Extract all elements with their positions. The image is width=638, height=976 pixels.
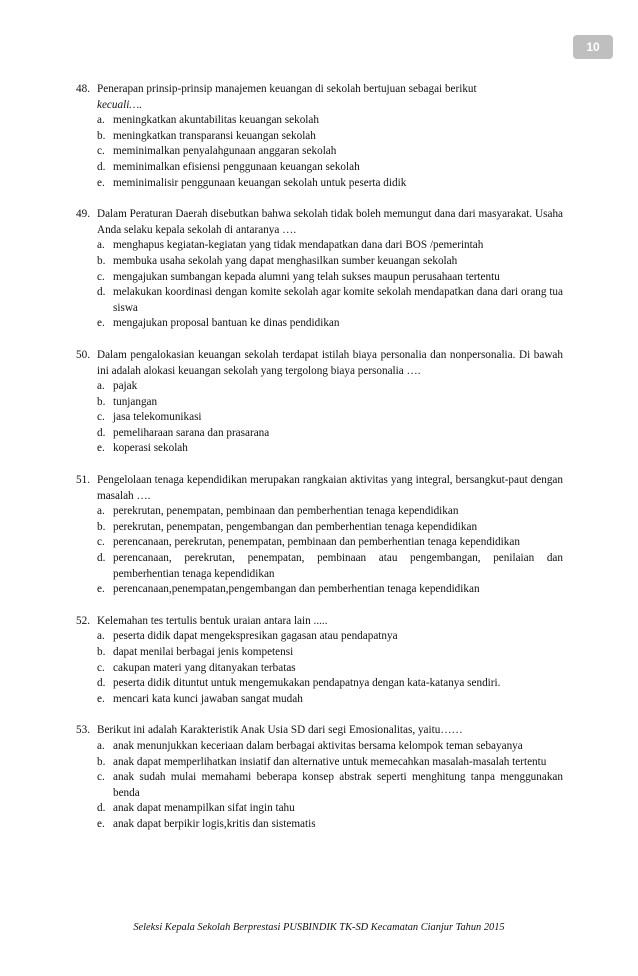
answer-option: a. anak menunjukkan keceriaan dalam berbagai aktivitas bersama kelompok teman sebayanya xyxy=(97,739,523,752)
question-list xyxy=(76,82,563,849)
question-53 xyxy=(76,723,563,832)
answer-option: b. dapat menilai berbagai jenis kompetensi xyxy=(97,646,294,658)
answer-option: a. meningkatkan akuntabilitas keuangan sekolah xyxy=(97,114,319,127)
answer-option: e. mencari kata kunci jawaban sangat mudah xyxy=(97,692,303,705)
answer-option: d. anak dapat menampilkan sifat ingin tahu xyxy=(97,802,295,815)
question-text: Kelemahan tes tertulis bentuk uraian antara lain ..... xyxy=(97,614,328,627)
question-number: 52. xyxy=(76,614,90,627)
answer-option: d. pemeliharaan sarana dan prasarana xyxy=(97,426,270,439)
answer-option: c. mengajukan sumbangan kepada alumni yang telah sukses maupun perusahaan tertentu xyxy=(97,270,500,283)
answer-option: b. perekrutan, penempatan, pengembangan dan pemberhentian tenaga kependidikan xyxy=(97,520,478,533)
question-text: Penerapan prinsip-prinsip manajemen keuangan di sekolah bertujuan sebagai berikut kecuali…. xyxy=(97,83,477,111)
answer-option: e. koperasi sekolah xyxy=(97,442,188,455)
answer-option: e. perencanaan,penempatan,pengembangan dan pemberhentian tenaga kependidikan xyxy=(97,583,480,596)
answer-option: d. melakukan koordinasi dengan komite sekolah agar komite sekolah mendapatkan dana dari orang tua siswa xyxy=(97,286,563,314)
question-text: Berikut ini adalah Karakteristik Anak Usia SD dari segi Emosionalitas, yaitu…… xyxy=(97,724,463,737)
page-footer: Seleksi Kepala Sekolah Berprestasi PUSBINDIK TK-SD Kecamatan Cianjur Tahun 2015 xyxy=(133,922,505,933)
question-number: 48. xyxy=(76,83,90,95)
answer-option: e. meminimalisir penggunaan keuangan sekolah untuk peserta didik xyxy=(97,176,407,189)
answer-option: a. perekrutan, penempatan, pembinaan dan pemberhentian tenaga kependidikan xyxy=(97,505,459,518)
answer-option: e. mengajukan proposal bantuan ke dinas pendidikan xyxy=(97,317,340,330)
question-52 xyxy=(76,614,563,708)
question-number: 51. xyxy=(76,474,90,487)
question-50 xyxy=(76,348,563,457)
answer-option: b. meningkatkan transparansi keuangan sekolah xyxy=(97,129,316,142)
question-text: Pengelolaan tenaga kependidikan merupakan rangkaian aktivitas yang integral, bersangkut-paut dengan masalah …. xyxy=(97,474,563,502)
answer-option: b. anak dapat memperlihatkan insiatif dan alternative untuk memecahkan masalah-masalah tertentu xyxy=(97,755,547,768)
question-emphasis: kecuali…. xyxy=(97,98,143,111)
answer-option: c. cakupan materi yang ditanyakan terbatas xyxy=(97,661,296,674)
question-51 xyxy=(76,473,563,598)
answer-option: e. anak dapat berpikir logis,kritis dan sistematis xyxy=(97,817,316,830)
answer-option: a. peserta didik dapat mengekspresikan gagasan atau pendapatnya xyxy=(97,630,398,643)
answer-option: c. anak sudah mulai memahami beberapa konsep abstrak seperti menghitung tanpa menggunakan benda xyxy=(97,771,563,799)
question-48 xyxy=(76,82,563,191)
question-49 xyxy=(76,207,563,332)
question-number: 49. xyxy=(76,208,90,221)
answer-option: c. perencanaan, perekrutan, penempatan, pembinaan dan pemberhentian tenaga kependidikan xyxy=(97,536,520,549)
answer-option: a. pajak xyxy=(97,380,138,393)
question-text: Dalam Peraturan Daerah disebutkan bahwa sekolah tidak boleh memungut dana dari masyarakat. Usaha Anda selaku kepala sekolah di antaranya …. xyxy=(97,208,563,236)
question-number: 53. xyxy=(76,724,90,737)
question-text: Dalam pengalokasian keuangan sekolah terdapat istilah biaya personalia dan nonpersonalia. Di bawah ini adalah alokasi keuangan sekolah yang tergolong biaya personalia …. xyxy=(97,348,563,377)
answer-option: c. meminimalkan penyalahgunaan anggaran sekolah xyxy=(97,145,337,158)
question-number: 50. xyxy=(76,348,90,361)
answer-option: c. jasa telekomunikasi xyxy=(97,411,202,424)
answer-option: d. perencanaan, perekrutan, penempatan, pembinaan atau pengembangan, penilaian dan pemberhentian tenaga kependidikan xyxy=(97,552,563,580)
page-number-badge: 10 xyxy=(573,35,613,59)
answer-option: a. menghapus kegiatan-kegiatan yang tidak mendapatkan dana dari BOS /pemerintah xyxy=(97,239,484,252)
answer-option: d. peserta didik dituntut untuk mengemukakan pendapatnya dengan kata-katanya sendiri. xyxy=(97,677,501,690)
answer-option: d. meminimalkan efisiensi penggunaan keuangan sekolah xyxy=(97,160,360,173)
answer-option: b. membuka usaha sekolah yang dapat menghasilkan sumber keuangan sekolah xyxy=(97,254,458,267)
answer-option: b. tunjangan xyxy=(97,395,158,408)
